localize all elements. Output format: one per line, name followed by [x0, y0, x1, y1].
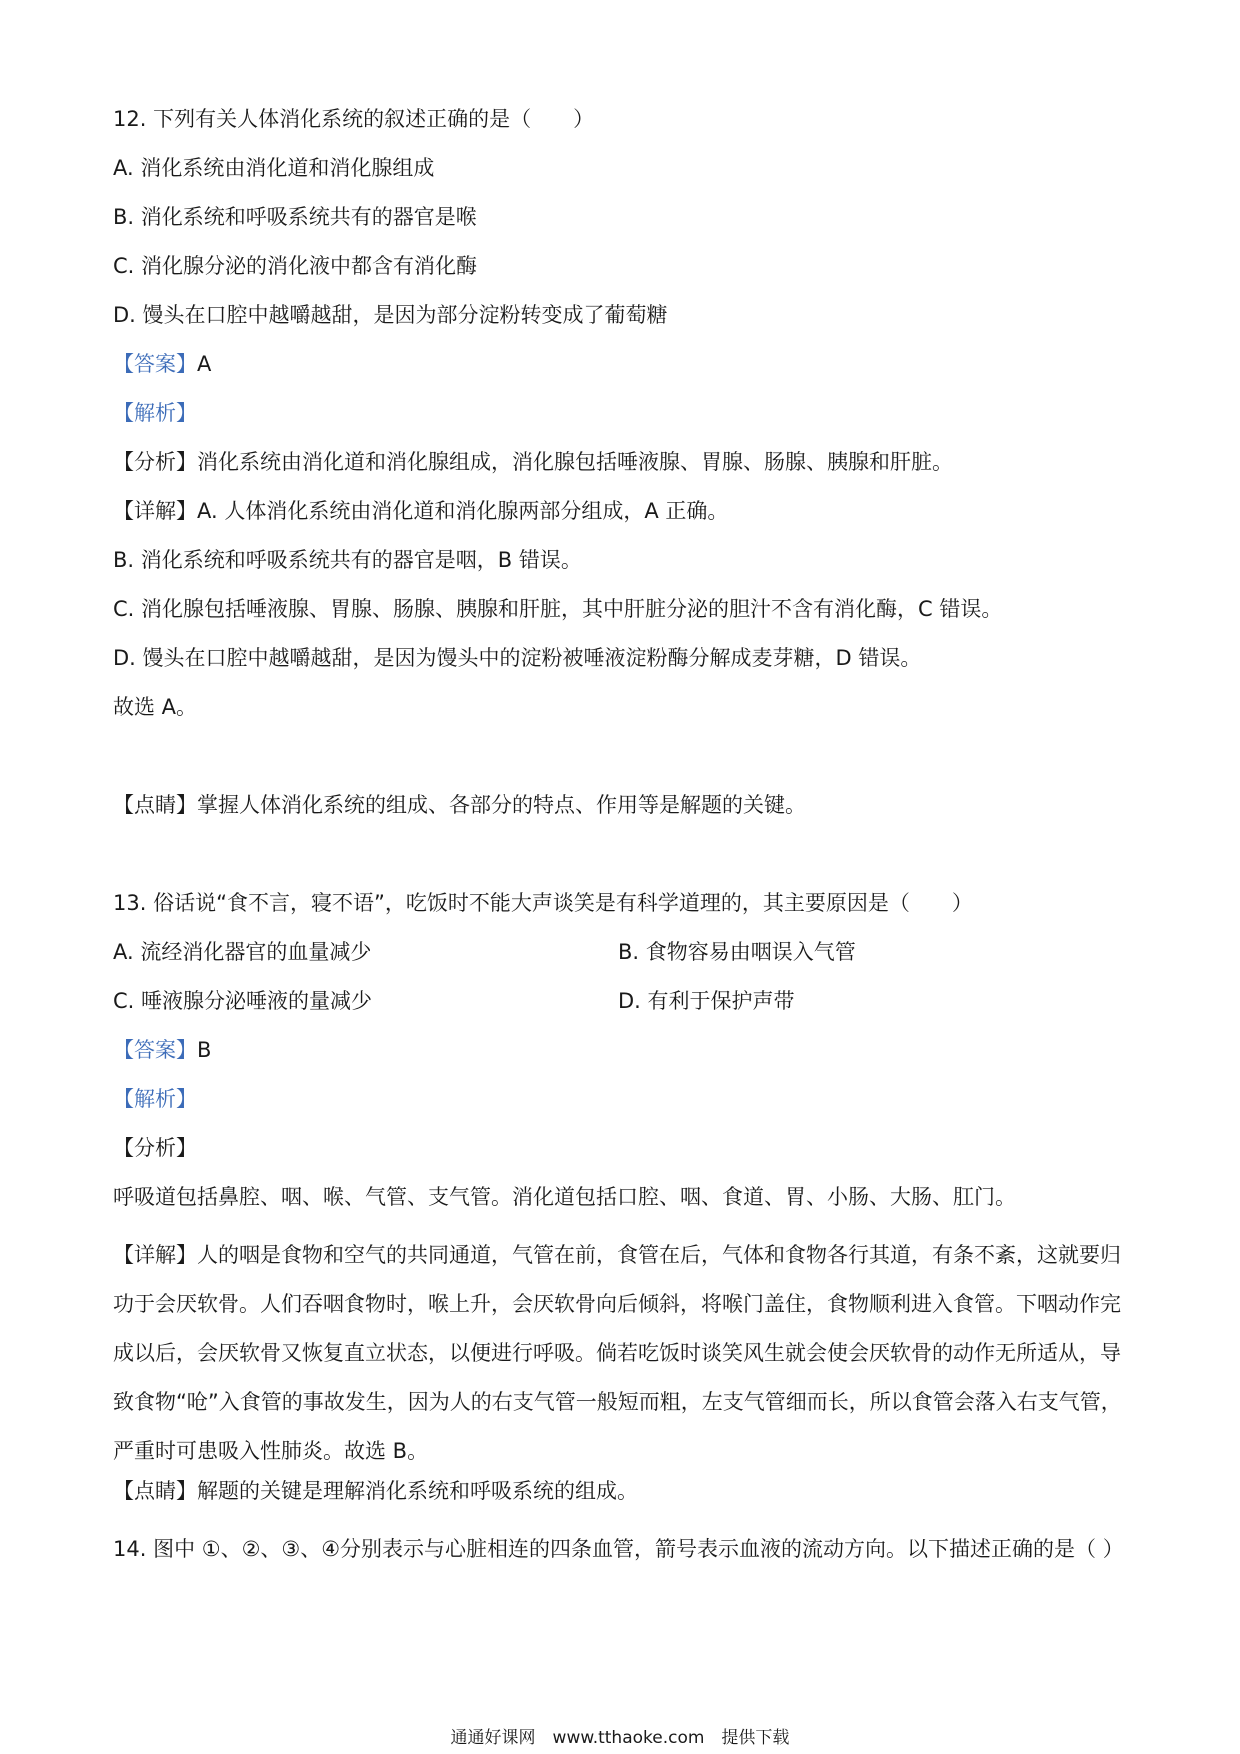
- q12-fenxi: [113, 447, 953, 477]
- q13-option-d: D. 有利于保护声带: [618, 989, 795, 1013]
- q12-conclusion: 故选 A。: [113, 695, 198, 719]
- q12-detail-d: D. 馒头在口腔中越嚼越甜，是因为馒头中的淀粉被唾液淀粉酶分解成麦芽糖，D 错误。: [113, 646, 922, 670]
- q13-xiangjie: [113, 1231, 1128, 1476]
- answer-value: B: [197, 1038, 212, 1062]
- q12-answer: [113, 349, 211, 379]
- dianjing-tag: 【点睛】: [113, 793, 197, 817]
- q12-detail-c: C. 消化腺包括唾液腺、胃腺、肠腺、胰腺和肝脏，其中肝脏分泌的胆汁不含有消化酶，C 错误。: [113, 597, 1003, 621]
- xiangjie-tag: 【详解】: [113, 1243, 197, 1267]
- q13-fenxi-text: 呼吸道包括鼻腔、咽、喉、气管、支气管。消化道包括口腔、咽、食道、胃、小肠、大肠、肛门。: [113, 1185, 1016, 1209]
- answer-tag: 【答案】: [113, 352, 197, 376]
- q12-stem: 12. 下列有关人体消化系统的叙述正确的是（ ）: [113, 107, 595, 131]
- q12-xiangjie: [113, 496, 728, 526]
- dianjing-text: 解题的关键是理解消化系统和呼吸系统的组成。: [197, 1479, 638, 1503]
- q12-analysis-tag: 【解析】: [113, 401, 197, 425]
- dianjing-text: 掌握人体消化系统的组成、各部分的特点、作用等是解题的关键。: [197, 793, 806, 817]
- q13-answer: [113, 1035, 211, 1065]
- page-footer: 通通好课网 www.tthaoke.com 提供下载: [450, 1728, 790, 1748]
- answer-value: A: [197, 352, 212, 376]
- fenxi-tag: 【分析】: [113, 450, 197, 474]
- q14-stem: 14. 图中 ①、②、③、④分别表示与心脏相连的四条血管，箭号表示血液的流动方向。以下描述正确的是（ ）: [113, 1537, 1124, 1561]
- q12-dianjing: [113, 790, 806, 820]
- q12-option-a: A. 消化系统由消化道和消化腺组成: [113, 156, 435, 180]
- answer-tag: 【答案】: [113, 1038, 197, 1062]
- q12-option-b: B. 消化系统和呼吸系统共有的器官是喉: [113, 205, 477, 229]
- q13-stem: 13. 俗话说“食不言，寝不语”，吃饭时不能大声谈笑是有科学道理的，其主要原因是（ ）: [113, 891, 973, 915]
- q13-fenxi-tag: 【分析】: [113, 1136, 197, 1160]
- xiangjie-text: A. 人体消化系统由消化道和消化腺两部分组成，A 正确。: [197, 499, 729, 523]
- q12-detail-b: B. 消化系统和呼吸系统共有的器官是咽，B 错误。: [113, 548, 582, 572]
- q12-option-d: D. 馒头在口腔中越嚼越甜，是因为部分淀粉转变成了葡萄糖: [113, 303, 668, 327]
- xiangjie-text: 人的咽是食物和空气的共同通道，气管在前，食管在后，气体和食物各行其道，有条不紊，这就要归功于会厌软骨。人们吞咽食物时，喉上升，会厌软骨向后倾斜，将喉门盖住，食物顺利进入食管。下咽动作完成以后，会厌软骨又恢复直立状态，以便进行呼吸。倘若吃饭时谈笑风生就会使会厌软骨的动作无所适从，导致食物“呛”入食管的事故发生，因为人的右支气管一般短而粗，左支气管细而长，所以食管会落入右支气管，严重时可患吸入性肺炎。故选 B。: [113, 1243, 1122, 1463]
- q13-option-a: A. 流经消化器官的血量减少: [113, 940, 372, 964]
- xiangjie-tag: 【详解】: [113, 499, 197, 523]
- fenxi-text: 消化系统由消化道和消化腺组成，消化腺包括唾液腺、胃腺、肠腺、胰腺和肝脏。: [197, 450, 953, 474]
- q13-dianjing: [113, 1476, 638, 1506]
- q12-option-c: C. 消化腺分泌的消化液中都含有消化酶: [113, 254, 478, 278]
- q13-analysis-tag: 【解析】: [113, 1087, 197, 1111]
- q13-option-b: B. 食物容易由咽误入气管: [618, 940, 856, 964]
- q13-option-c: C. 唾液腺分泌唾液的量减少: [113, 989, 373, 1013]
- dianjing-tag: 【点睛】: [113, 1479, 197, 1503]
